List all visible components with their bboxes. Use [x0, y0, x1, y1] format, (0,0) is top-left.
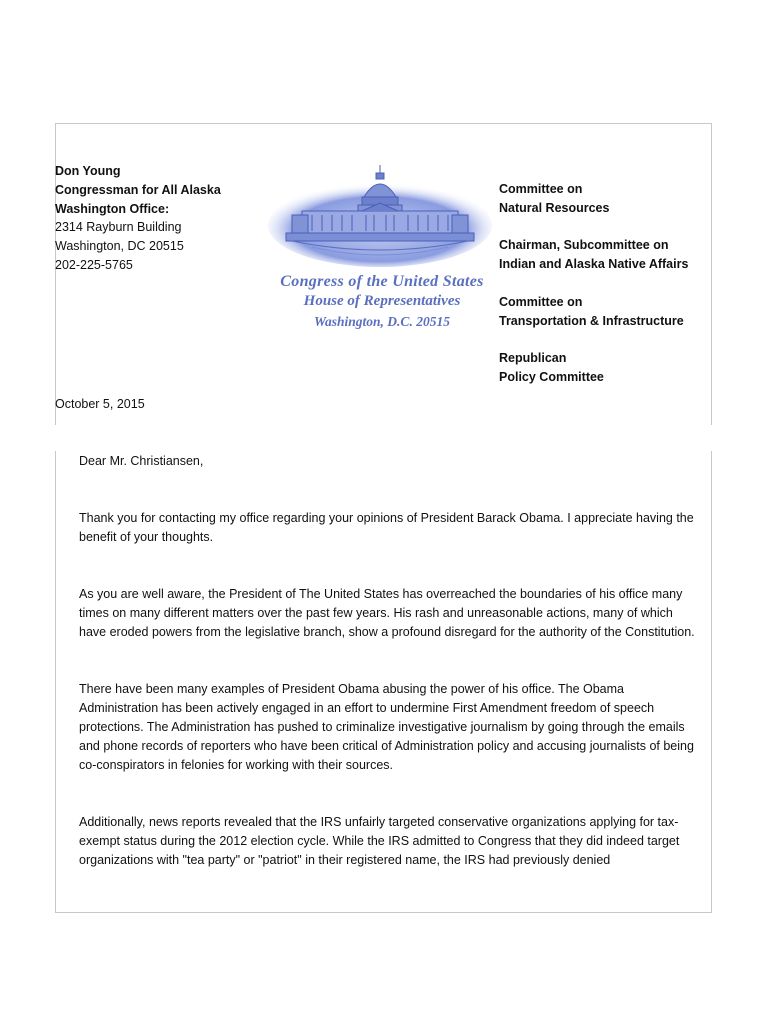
congress-letterhead-seal: [262, 163, 502, 338]
sender-name: Don Young: [55, 164, 121, 178]
committee-natural-resources: [499, 180, 688, 218]
committee-line: Transportation & Infrastructure: [499, 313, 684, 328]
page-break: [55, 425, 712, 451]
committee-list: [499, 180, 688, 406]
committee-republican-policy: [499, 349, 688, 387]
address-line-2: Washington, DC 20515: [55, 239, 184, 254]
committee-line: Committee on: [499, 182, 583, 196]
office-label: Washington Office:: [55, 201, 170, 216]
phone-number: 202-225-5765: [55, 257, 133, 272]
letter-body: [79, 452, 699, 908]
seal-line-2: House of Representatives: [303, 293, 461, 309]
committee-line: Chairman, Subcommittee on: [499, 238, 669, 253]
sender-block: [55, 162, 221, 275]
seal-line-3: Washington, D.C. 20515: [314, 314, 450, 329]
sender-title: Congressman for All Alaska: [55, 182, 221, 197]
address-line-1: 2314 Rayburn Building: [55, 220, 182, 235]
paragraph-1: Thank you for contacting my office regarding your opinions of President Barack Obama. I appreciate having the benefit of your thoughts.: [79, 511, 694, 544]
paragraph-4: Additionally, news reports revealed that the IRS unfairly targeted conservative organizations applying for tax-exempt status during the 2012 election cycle. While the IRS admitted to Congress that they did indeed target organizations with "tea party" or "patriot" in their registered name, the IRS had previously denied: [79, 815, 680, 867]
seal-line-1: Congress of the United States: [280, 273, 484, 290]
committee-line: Republican: [499, 351, 567, 366]
capitol-icon: [262, 163, 502, 268]
committee-line: Indian and Alaska Native Affairs: [499, 257, 689, 272]
committee-line: Committee on: [499, 294, 583, 309]
committee-line: Natural Resources: [499, 200, 610, 215]
paragraph-2: As you are well aware, the President of The United States has overreached the boundaries of his office many times on many different matters over the past few years. His rash and unreasonable actions, many of which have eroded powers from the legislative branch, show a profound disregard for the authority of the Constitution.: [79, 587, 695, 639]
committee-subcommittee-chair: [499, 236, 688, 274]
salutation: Dear Mr. Christiansen,: [79, 454, 204, 468]
committee-line: Policy Committee: [499, 369, 604, 384]
committee-transportation: [499, 293, 688, 331]
letter-date: October 5, 2015: [55, 397, 145, 411]
paragraph-3: There have been many examples of President Obama abusing the power of his office. The Obama Administration has been actively engaged in an effort to undermine First Amendment freedom of speech protections. The Administration has pushed to criminalize investigative journalism by going through the emails and phone records of reporters who have been critical of Administration policy and accusing journalists of being co-conspirators in felonies for working with their sources.: [79, 682, 694, 772]
